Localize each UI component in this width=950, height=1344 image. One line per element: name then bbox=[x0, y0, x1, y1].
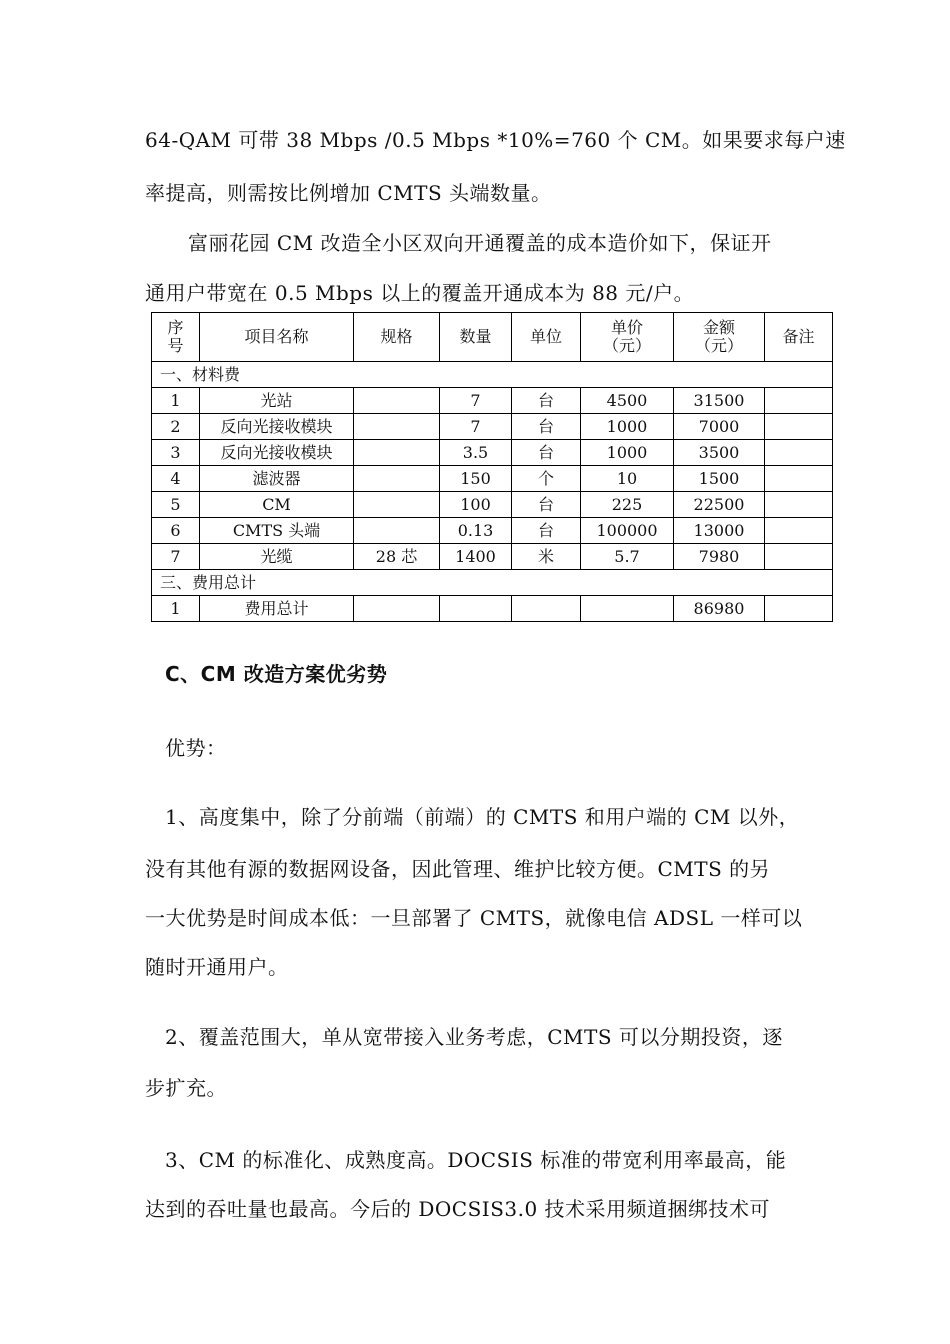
cell bbox=[354, 596, 440, 622]
cell: 台 bbox=[512, 492, 581, 518]
cell: 7000 bbox=[674, 414, 765, 440]
cell: 6 bbox=[152, 518, 200, 544]
cell: 13000 bbox=[674, 518, 765, 544]
cell bbox=[765, 544, 833, 570]
header-notes: 备注 bbox=[765, 313, 833, 362]
cell: 1400 bbox=[440, 544, 512, 570]
cell: 4 bbox=[152, 466, 200, 492]
cell bbox=[765, 518, 833, 544]
paragraph-line: 3、CM 的标准化、成熟度高。DOCSIS 标准的带宽利用率最高，能 bbox=[165, 1148, 787, 1172]
header-index: 序 号 bbox=[152, 313, 200, 362]
table-row-total bbox=[152, 596, 833, 622]
cell bbox=[765, 596, 833, 622]
cell bbox=[440, 596, 512, 622]
advantage-label: 优势： bbox=[165, 736, 227, 760]
cell: 3500 bbox=[674, 440, 765, 466]
cell bbox=[765, 492, 833, 518]
cell: 台 bbox=[512, 440, 581, 466]
cell: 1500 bbox=[674, 466, 765, 492]
cell: 5.7 bbox=[581, 544, 674, 570]
table-row bbox=[152, 466, 833, 492]
cell: 2 bbox=[152, 414, 200, 440]
cell: 1 bbox=[152, 596, 200, 622]
cell: 10 bbox=[581, 466, 674, 492]
cell: 86980 bbox=[674, 596, 765, 622]
cell bbox=[354, 466, 440, 492]
paragraph-line: 64-QAM 可带 38 Mbps /0.5 Mbps *10%=760 个 CM。如果要求每户速 bbox=[145, 128, 846, 152]
cell: 台 bbox=[512, 414, 581, 440]
cell: 米 bbox=[512, 544, 581, 570]
paragraph-line: 1、高度集中，除了分前端（前端）的 CMTS 和用户端的 CM 以外， bbox=[165, 805, 800, 829]
header-spec: 规格 bbox=[354, 313, 440, 362]
section-label: 三、费用总计 bbox=[152, 570, 833, 596]
paragraph-line: 步扩充。 bbox=[145, 1076, 227, 1100]
cell bbox=[354, 388, 440, 414]
section-heading: C、CM 改造方案优劣势 bbox=[165, 662, 388, 686]
cell: 台 bbox=[512, 388, 581, 414]
cell bbox=[512, 596, 581, 622]
cell: 3.5 bbox=[440, 440, 512, 466]
cell: 28 芯 bbox=[354, 544, 440, 570]
table-row bbox=[152, 518, 833, 544]
cell: 7 bbox=[440, 414, 512, 440]
cell: 3 bbox=[152, 440, 200, 466]
cell: 1000 bbox=[581, 440, 674, 466]
cost-table bbox=[151, 312, 833, 622]
cell: 31500 bbox=[674, 388, 765, 414]
paragraph-line: 率提高，则需按比例增加 CMTS 头端数量。 bbox=[145, 181, 552, 205]
paragraph-line: 达到的吞吐量也最高。今后的 DOCSIS3.0 技术采用频道捆绑技术可 bbox=[145, 1197, 771, 1221]
header-unit-price: 单价 （元） bbox=[581, 313, 674, 362]
table-row bbox=[152, 492, 833, 518]
paragraph-line: 没有其他有源的数据网设备，因此管理、维护比较方便。CMTS 的另 bbox=[145, 857, 771, 881]
cell: 反向光接收模块 bbox=[200, 440, 354, 466]
paragraph-line: 随时开通用户。 bbox=[145, 955, 289, 979]
cell bbox=[354, 492, 440, 518]
table-row bbox=[152, 544, 833, 570]
cell bbox=[354, 414, 440, 440]
cell bbox=[765, 414, 833, 440]
cell: 7 bbox=[440, 388, 512, 414]
cell: CMTS 头端 bbox=[200, 518, 354, 544]
paragraph-line: 富丽花园 CM 改造全小区双向开通覆盖的成本造价如下，保证开 bbox=[188, 231, 772, 255]
table-row bbox=[152, 440, 833, 466]
cell bbox=[354, 518, 440, 544]
cell bbox=[354, 440, 440, 466]
cell: 1 bbox=[152, 388, 200, 414]
cell bbox=[765, 466, 833, 492]
paragraph-line: 通用户带宽在 0.5 Mbps 以上的覆盖开通成本为 88 元/户。 bbox=[145, 281, 695, 305]
cell: 7980 bbox=[674, 544, 765, 570]
table-row bbox=[152, 388, 833, 414]
cell bbox=[765, 388, 833, 414]
cell: 光缆 bbox=[200, 544, 354, 570]
paragraph-line: 一大优势是时间成本低：一旦部署了 CMTS，就像电信 ADSL 一样可以 bbox=[145, 906, 803, 930]
cell: 滤波器 bbox=[200, 466, 354, 492]
table-header-row bbox=[152, 313, 833, 362]
cell: 100000 bbox=[581, 518, 674, 544]
cell: 1000 bbox=[581, 414, 674, 440]
table-row bbox=[152, 414, 833, 440]
cell: 7 bbox=[152, 544, 200, 570]
cell: 4500 bbox=[581, 388, 674, 414]
section-row bbox=[152, 362, 833, 388]
section-label: 一、材料费 bbox=[152, 362, 833, 388]
cell: 台 bbox=[512, 518, 581, 544]
cell: 22500 bbox=[674, 492, 765, 518]
cell: CM bbox=[200, 492, 354, 518]
paragraph-line: 2、覆盖范围大，单从宽带接入业务考虑，CMTS 可以分期投资，逐 bbox=[165, 1025, 783, 1049]
cell: 光站 bbox=[200, 388, 354, 414]
cell: 费用总计 bbox=[200, 596, 354, 622]
section-row bbox=[152, 570, 833, 596]
header-item-name: 项目名称 bbox=[200, 313, 354, 362]
cell: 225 bbox=[581, 492, 674, 518]
cell: 个 bbox=[512, 466, 581, 492]
header-quantity: 数量 bbox=[440, 313, 512, 362]
cell: 反向光接收模块 bbox=[200, 414, 354, 440]
cell: 5 bbox=[152, 492, 200, 518]
cell bbox=[765, 440, 833, 466]
header-amount: 金额 （元） bbox=[674, 313, 765, 362]
cell bbox=[581, 596, 674, 622]
cell: 150 bbox=[440, 466, 512, 492]
cell: 0.13 bbox=[440, 518, 512, 544]
cell: 100 bbox=[440, 492, 512, 518]
header-unit: 单位 bbox=[512, 313, 581, 362]
